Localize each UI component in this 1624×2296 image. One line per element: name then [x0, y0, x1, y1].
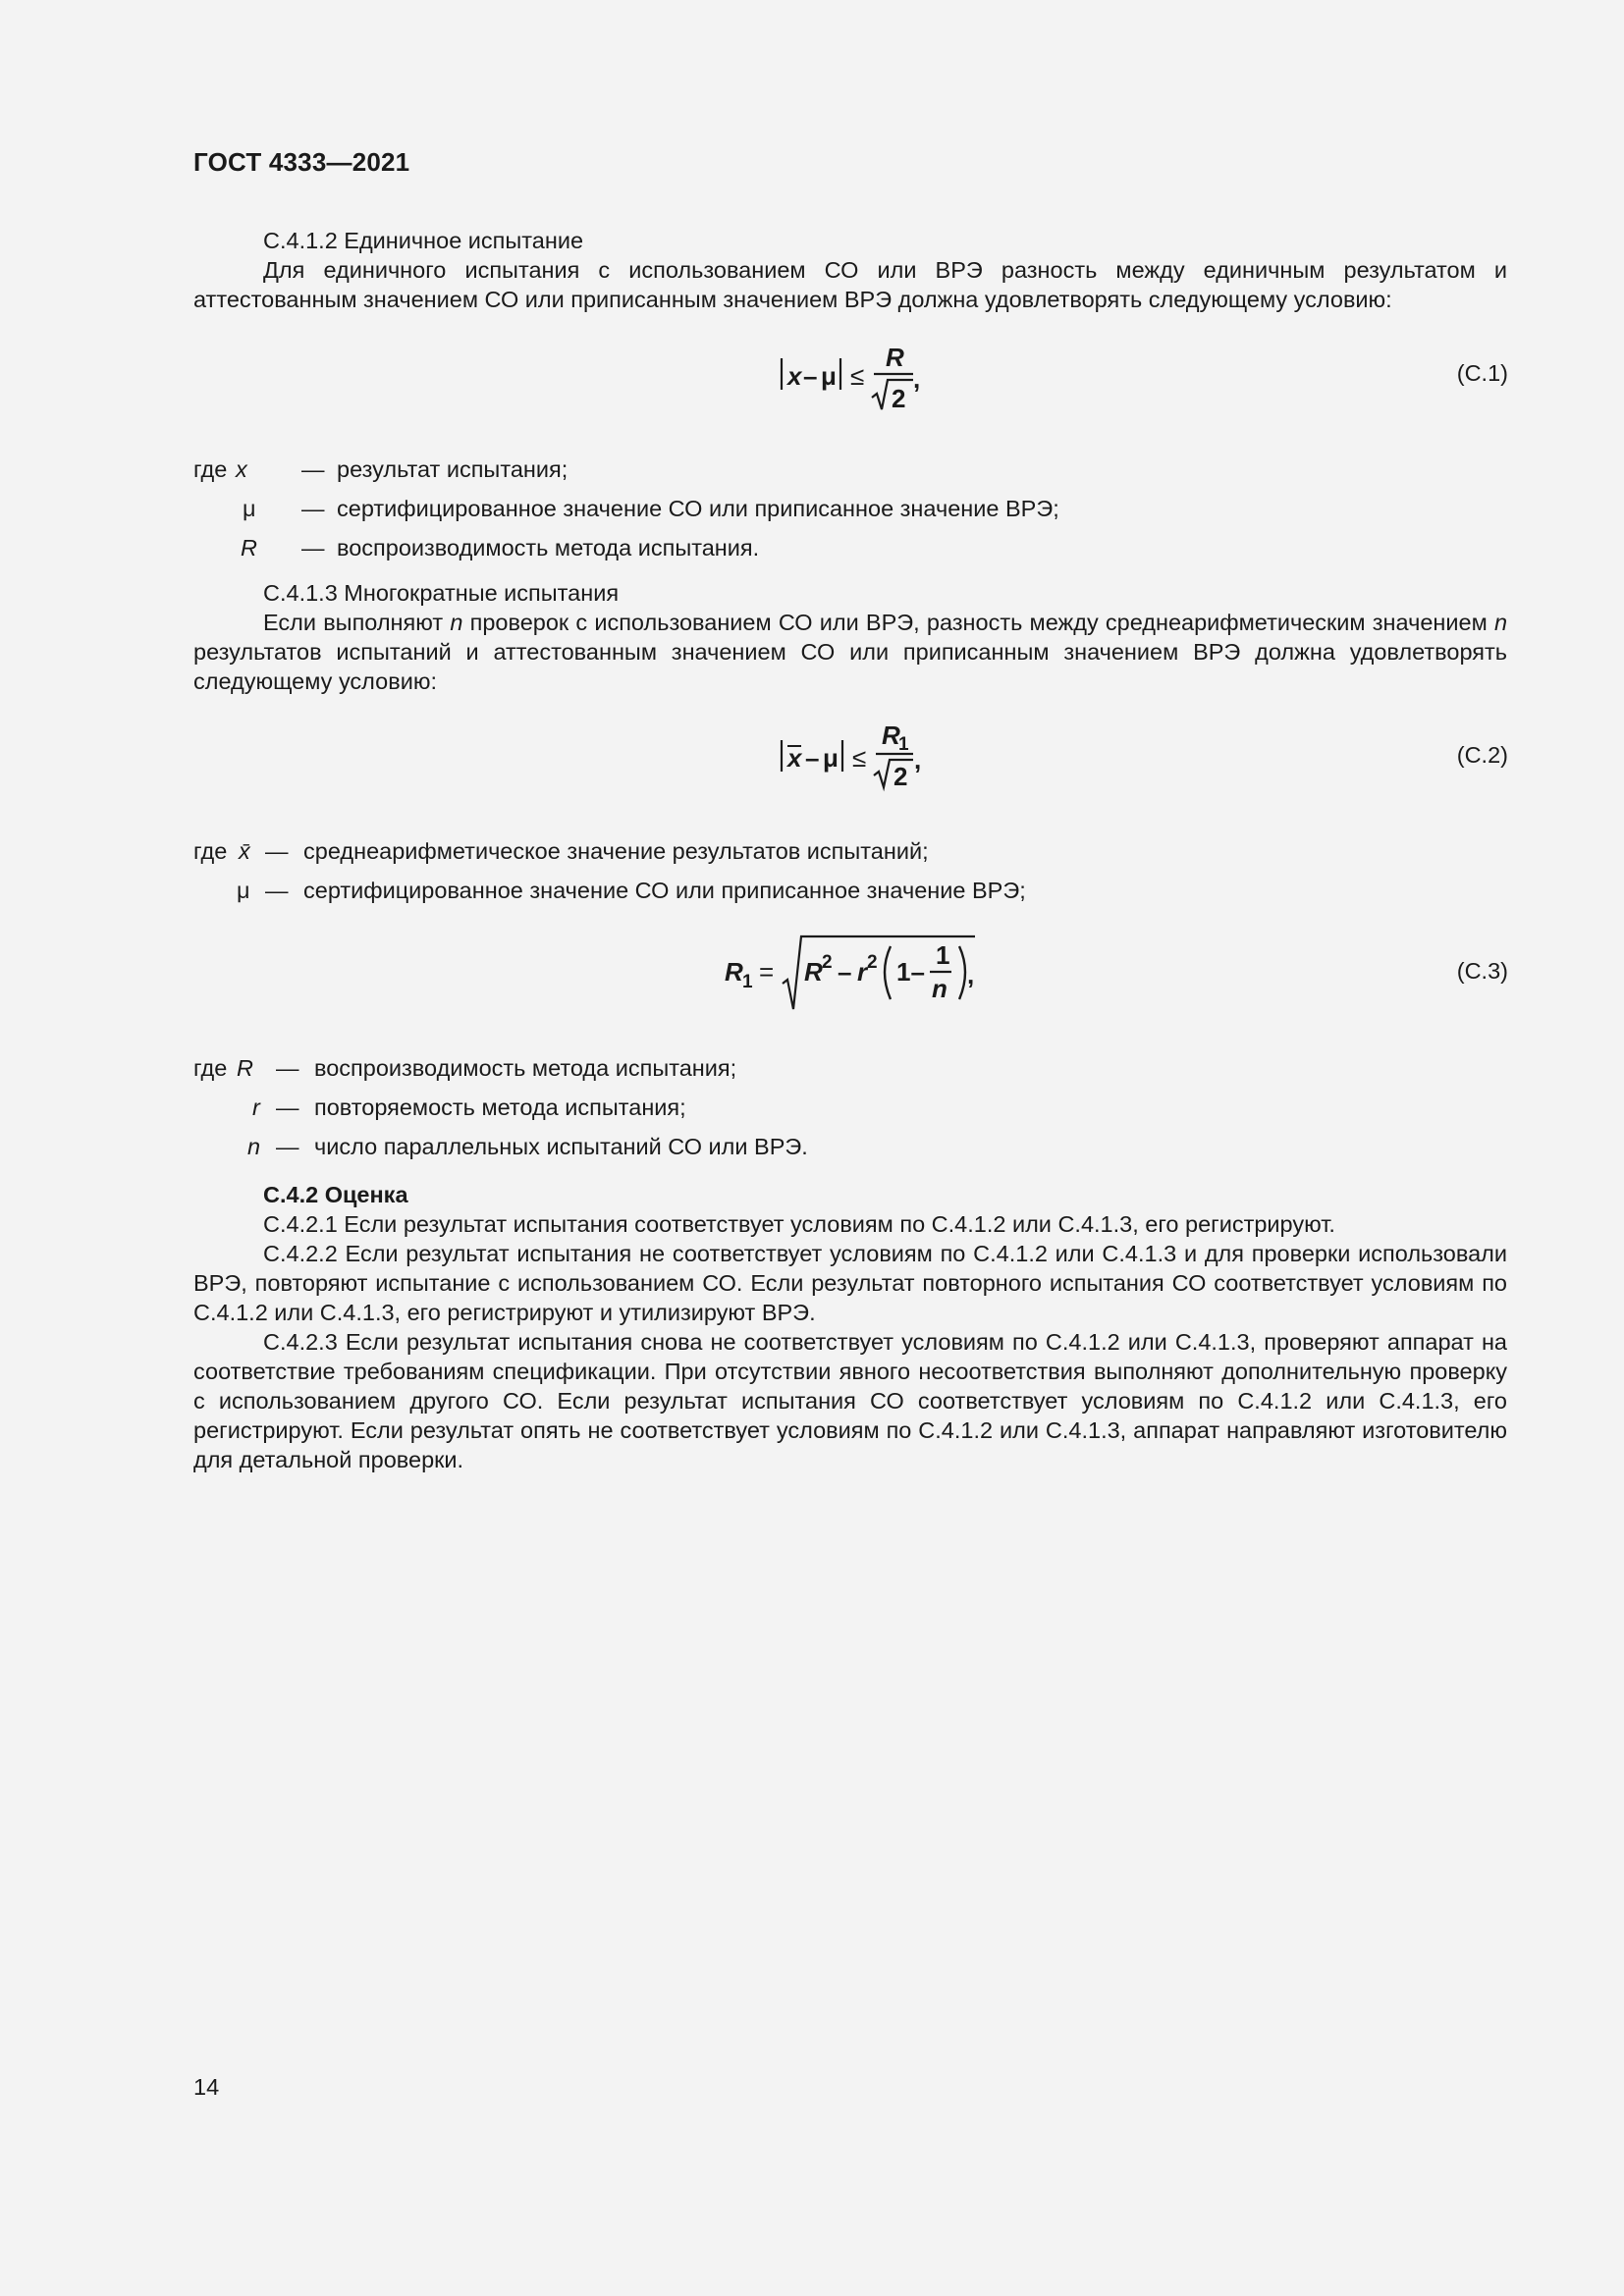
svg-text:1: 1 — [742, 972, 753, 992]
svg-text:x: x — [787, 361, 802, 391]
definition: сертифицированное значение СО или приписанное значение ВРЭ; — [303, 878, 1026, 903]
where-label: где — [193, 838, 228, 864]
where-row — [193, 1053, 1077, 1083]
svg-text:,: , — [967, 960, 975, 989]
svg-text:–: – — [838, 957, 852, 987]
definition: результат испытания; — [337, 456, 568, 482]
formula-number-c3: (С.3) — [1456, 958, 1508, 984]
where-row — [193, 494, 1077, 523]
symbol: R — [237, 1055, 253, 1081]
svg-text:–: – — [805, 743, 820, 773]
symbol: r — [252, 1095, 260, 1120]
section-heading-c42: С.4.2 Оценка — [263, 1182, 408, 1207]
formula-c1 — [766, 329, 943, 417]
dash: — — [276, 1134, 299, 1159]
formula-number-c2: (С.2) — [1456, 742, 1508, 768]
where-label: где — [193, 1055, 228, 1081]
definition: число параллельных испытаний СО или ВРЭ. — [314, 1134, 808, 1159]
svg-text:≤: ≤ — [850, 361, 865, 391]
svg-text:R: R — [886, 343, 904, 372]
svg-text:R: R — [804, 957, 823, 987]
dash: — — [265, 838, 289, 864]
svg-text:2: 2 — [893, 762, 908, 791]
svg-text:x: x — [787, 743, 802, 773]
formula-number-c1: (С.1) — [1456, 360, 1508, 386]
dash: — — [301, 496, 325, 521]
paragraph-c421: С.4.2.1 Если результат испытания соответствует условиям по С.4.1.2 или С.4.1.3, его регистрируют. — [263, 1211, 1335, 1237]
where-row — [193, 1093, 1077, 1122]
definition: воспроизводимость метода испытания; — [314, 1055, 737, 1081]
where-row — [193, 876, 1077, 905]
svg-text:n: n — [932, 974, 947, 1003]
page-number: 14 — [193, 2074, 220, 2100]
svg-text:2: 2 — [867, 952, 878, 973]
svg-text:–: – — [803, 361, 818, 391]
where-row — [193, 1132, 1077, 1161]
dash: — — [301, 535, 325, 561]
svg-text:2: 2 — [892, 384, 906, 413]
definition: воспроизводимость метода испытания. — [337, 535, 760, 561]
symbol: μ — [237, 878, 250, 903]
where-row — [193, 533, 1077, 562]
svg-text:r: r — [857, 957, 868, 987]
where-row — [193, 836, 1077, 866]
formula-c2 — [766, 713, 943, 801]
svg-text:μ: μ — [823, 743, 839, 773]
svg-text:,: , — [914, 745, 922, 774]
document-header: ГОСТ 4333—2021 — [193, 147, 410, 177]
svg-text:R: R — [882, 721, 900, 750]
paragraph-c423: С.4.2.3 Если результат испытания снова не соответствует условиям по С.4.1.2 или С.4.1.3, проверяют аппарат на соответствие требованиям спецификации. При отсутствии явного несоответствия выполняют дополнительную проверку с использованием другого СО. Если результат испытания СО соответствует условиям по С.4.1.2 или С.4.1.3, его регистрируют. Если результат опять не соответствует условиям по С.4.1.2 или С.4.1.3, аппарат направляют изготовителю для детальной проверки. — [193, 1329, 1507, 1472]
paragraph-c422: С.4.2.2 Если результат испытания не соответствует условиям по С.4.1.2 или С.4.1.3 и для проверки использовали ВРЭ, повторяют испытание с использованием СО. Если результат повторного испытания СО соответствует условиям по С.4.1.2 или С.4.1.3, его регистрируют и утилизируют ВРЭ. — [193, 1241, 1507, 1325]
formula-c3 — [722, 923, 987, 1021]
paragraph-c413: Если выполняют n проверок с использованием СО или ВРЭ, разность между среднеарифметическим значением n результатов испытаний и аттестованным значением СО или приписанным значением ВРЭ должна удовлетворять следующему условию: — [193, 610, 1508, 694]
svg-text:1: 1 — [936, 940, 950, 970]
section-heading-c412: С.4.1.2 Единичное испытание — [263, 228, 584, 253]
symbol: n — [247, 1134, 261, 1159]
svg-text:≤: ≤ — [852, 743, 867, 773]
symbol: R — [241, 535, 257, 561]
definition: повторяемость метода испытания; — [314, 1095, 686, 1120]
dash: — — [265, 878, 289, 903]
definition: среднеарифметическое значение результатов испытаний; — [303, 838, 929, 864]
svg-text:R: R — [725, 957, 743, 987]
svg-text:,: , — [913, 364, 921, 394]
svg-text:1: 1 — [898, 734, 909, 755]
where-label: где — [193, 456, 228, 482]
svg-text:=: = — [759, 957, 775, 987]
section-heading-c413: С.4.1.3 Многократные испытания — [263, 580, 620, 606]
svg-text:μ: μ — [821, 361, 837, 391]
svg-text:1–: 1– — [896, 957, 925, 987]
paragraph-c412: Для единичного испытания с использованием СО или ВРЭ разность между единичным результатом и аттестованным значением СО или приписанным значением ВРЭ должна удовлетворять следующему условию: — [193, 257, 1507, 312]
definition: сертифицированное значение СО или приписанное значение ВРЭ; — [337, 496, 1059, 521]
where-row — [193, 454, 1077, 484]
svg-text:2: 2 — [822, 952, 833, 973]
symbol: x̄ — [239, 838, 250, 864]
dash: — — [276, 1095, 299, 1120]
symbol: x — [236, 456, 247, 482]
dash: — — [276, 1055, 299, 1081]
symbol: μ — [243, 496, 256, 521]
dash: — — [301, 456, 325, 482]
